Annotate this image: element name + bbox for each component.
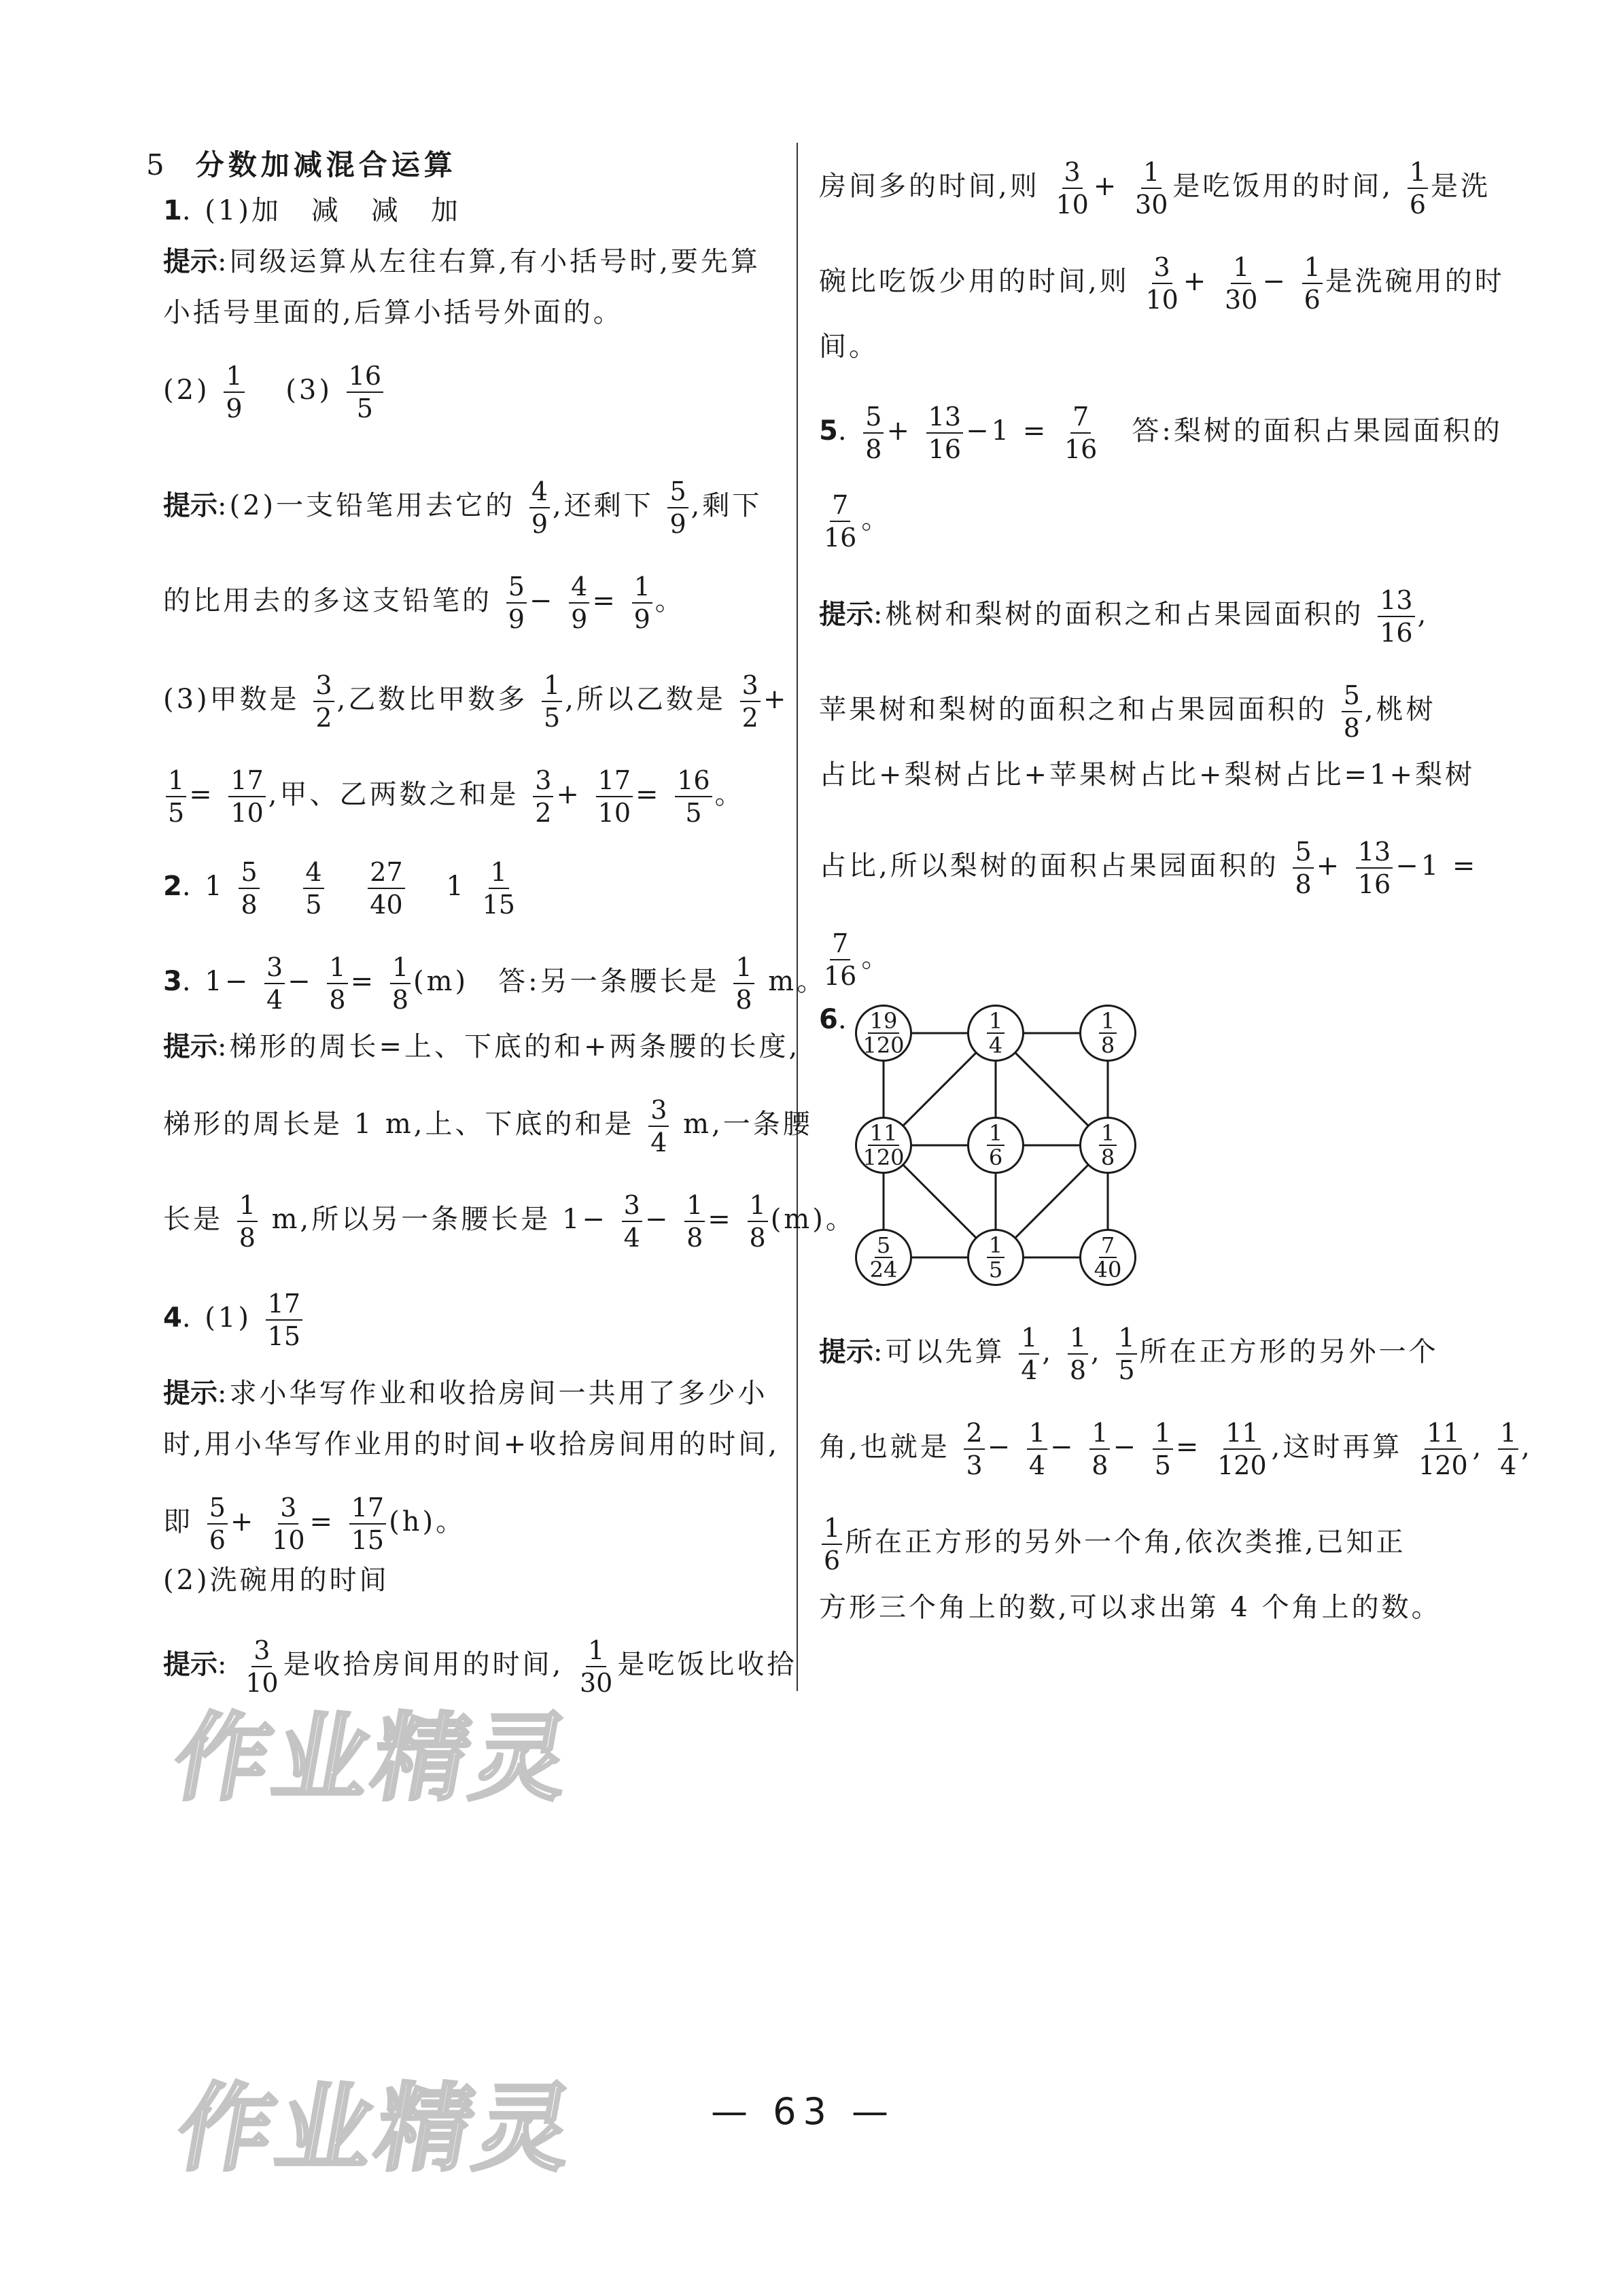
diagram-node: $\frac{19}{120}$ (855, 1005, 912, 1062)
diagram-node: $\frac{1}{8}$ (1079, 1005, 1136, 1062)
diagram-node: $\frac{1}{8}$ (1079, 1117, 1136, 1174)
q1-answer: 1. (1)加 减 减 加 (163, 195, 461, 226)
hint-4-cont: 梯形的周长是 1 m,上、下底的和是 $\frac{3}{4}$ m,一条腰 (163, 1095, 813, 1158)
hint-3-cont: $\frac{1}{5}$ = $\frac{17}{10}$ ,甲、乙两数之和是 $\frac{3}{2}$ + $\frac{17}{10}$ = $\frac{16}{5}$ 。 (163, 765, 745, 829)
hint-1: 提示:同级运算从左往右算,有小括号时,要先算 (163, 246, 761, 277)
hint-5-cont: 时,用小华写作业用的时间+收拾房间用的时间, (163, 1429, 780, 1460)
q3-answer: 3. 1− $\frac{3}{4}$ − $\frac{1}{8}$ = $\frac{1}{8}$ (m) 答:另一条腰长是 $\frac{1}{8}$ m。 (163, 952, 827, 1015)
diagram-node: $\frac{7}{40}$ (1079, 1229, 1136, 1286)
hint-3: (3)甲数是 $\frac{3}{2}$ ,乙数比甲数多 $\frac{1}{5}$ ,所以乙数是 $\frac{3}{2}$ + (163, 670, 789, 733)
hint-6-cont3: 间。 (819, 331, 879, 362)
hint-4: 提示:梯形的周长=上、下底的和+两条腰的长度, (163, 1031, 801, 1062)
q5-answer-cont: $\frac{7}{16}$ 。 (824, 490, 892, 553)
fraction: $\frac{1}{9}$ (224, 360, 244, 424)
watermark: 作业精灵 (165, 1703, 582, 1814)
hint-8-cont3: 方形三个角上的数,可以求出第 4 个角上的数。 (819, 1592, 1442, 1623)
hint-4-cont2: 长是 $\frac{1}{8}$ m,所以另一条腰长是 1− $\frac{3}{4}$ − $\frac{1}{8}$ = $\frac{1}{8}$ (m)。 (163, 1190, 856, 1253)
hint-6: 提示: $\frac{3}{10}$ 是收拾房间用的时间, $\frac{1}{30}$ 是吃饭比收拾 (163, 1635, 797, 1698)
diagram-node: $\frac{1}{5}$ (967, 1229, 1024, 1286)
hint-7-cont: 苹果树和梨树的面积之和占果园面积的 $\frac{5}{8}$ ,桃树 (819, 680, 1436, 743)
hint-2-cont: 的比用去的多这支铅笔的 $\frac{5}{9}$ − $\frac{4}{9}$ = $\frac{1}{9}$ 。 (163, 572, 685, 634)
q1-2-3-answer: (2) $\frac{1}{9}$ (3) $\frac{16}{5}$ (163, 360, 386, 424)
hint-5-cont2: 即 $\frac{5}{6}$ + $\frac{3}{10}$ = $\frac{17}{15}$ (h)。 (163, 1493, 466, 1555)
hint-7-cont4: $\frac{7}{16}$ 。 (824, 928, 892, 991)
hint-6-cont2: 碗比吃饭少用的时间,则 $\frac{3}{10}$ + $\frac{1}{30}$ − $\frac{1}{6}$ 是洗碗用的时 (819, 252, 1505, 315)
fraction-grid-diagram (853, 1003, 1138, 1288)
q4-answer: 4. (1) $\frac{17}{15}$ (163, 1288, 305, 1352)
diagram-node: $\frac{11}{120}$ (855, 1117, 912, 1174)
hint-8-cont: 角,也就是 $\frac{2}{3}$ − $\frac{1}{4}$ − $\frac{1}{8}$ − $\frac{1}{5}$ = $\frac{11}{120}$ ,这时再算 $\frac{11}{120}$ , $\frac{1}{4}$ , (819, 1418, 1533, 1480)
watermark: 作业精灵 (169, 2074, 586, 2185)
q5-answer: 5. $\frac{5}{8}$ + $\frac{13}{16}$ −1 = $\frac{7}{16}$ 答:梨树的面积占果园面积的 (819, 402, 1503, 464)
hint-2: 提示:(2)一支铅笔用去它的 $\frac{4}{9}$ ,还剩下 $\frac{5}{9}$ ,剩下 (163, 476, 763, 539)
hint-7-cont2: 占比+梨树占比+苹果树占比+梨树占比=1+梨树 (819, 759, 1476, 790)
diagram-node: $\frac{1}{4}$ (967, 1005, 1024, 1062)
hint-7-cont3: 占比,所以梨树的面积占果园面积的 $\frac{5}{8}$ + $\frac{13}{16}$ −1 = (819, 837, 1478, 899)
column-divider (797, 143, 798, 1691)
hint-6-cont: 房间多的时间,则 $\frac{3}{10}$ + $\frac{1}{30}$ 是吃饭用的时间, $\frac{1}{6}$ 是洗 (819, 157, 1491, 220)
q2-answer: 2. 1 $\frac{5}{8}$ $\frac{4}{5}$ $\frac{27}{40}$ 1 $\frac{1}{15}$ (163, 857, 515, 920)
hint-1-cont: 小括号里面的,后算小括号外面的。 (163, 297, 623, 328)
q4-2-answer: (2)洗碗用的时间 (163, 1565, 389, 1596)
hint-8-cont2: $\frac{1}{6}$ 所在正方形的另外一个角,依次类推,已知正 (819, 1512, 1406, 1576)
hint-8: 提示:可以先算 $\frac{1}{4}$ , $\frac{1}{8}$ , $\frac{1}{5}$ 所在正方形的另外一个 (819, 1323, 1439, 1385)
page-number: — 63 — (710, 2090, 896, 2133)
diagram-node: $\frac{1}{6}$ (967, 1117, 1024, 1174)
fraction: $\frac{16}{5}$ (347, 360, 383, 424)
hint-7: 提示:桃树和梨树的面积之和占果园面积的 $\frac{13}{16}$ , (819, 585, 1429, 648)
q6-label: 6. (819, 1004, 850, 1035)
diagram-node: $\frac{5}{24}$ (855, 1229, 912, 1286)
section-title: 5 分数加减混合运算 (146, 148, 457, 181)
hint-5: 提示:求小华写作业和收拾房间一共用了多少小 (163, 1378, 768, 1409)
